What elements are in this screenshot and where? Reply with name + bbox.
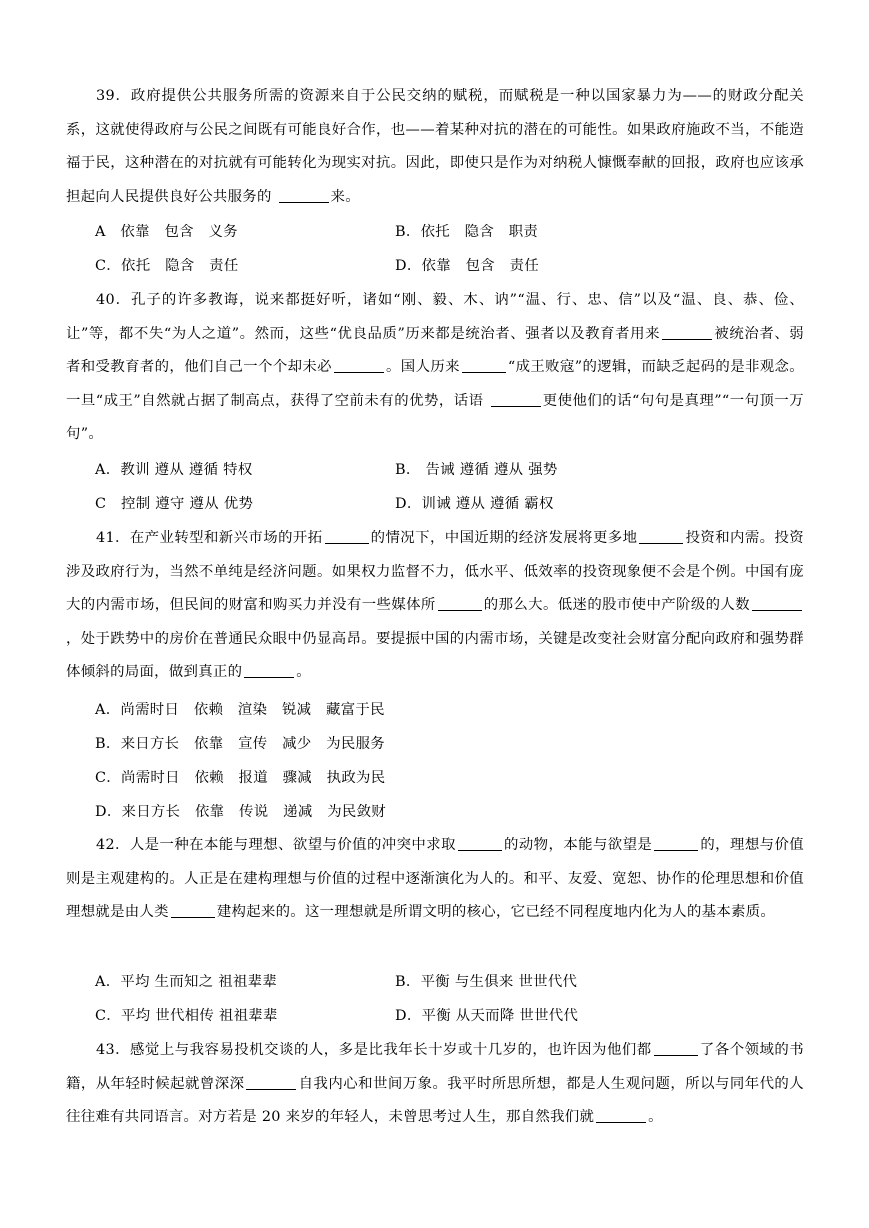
question-text-segment: 43．感觉上与我容易投机交谈的人，多是比我年长十岁或十几岁的，也许因为他们都	[96, 1042, 652, 1058]
question-43	[66, 1034, 804, 1135]
question-text-segment: 自我内心和世间万象。我平时所思所想，都是人生观问题，所以与同年代的人往往难有共同语言。对方若是 20 来岁的年轻人，未曾思考过人生，那自然我们就	[66, 1075, 804, 1125]
option-c: C．尚需时日 依赖 报道 骤减 执政为民	[95, 770, 386, 786]
options-row	[95, 453, 795, 487]
question-text-segment: 39．政府提供公共服务所需的资源来自于公民交纳的赋税，而赋税是一种以国家暴力为——的财政分配关系，这就使得政府与公民之间既有可能良好合作，也——着某种对抗的潜在的可能性。如果政府施政不当，不能造福于民，这种潜在的对抗就有可能转化为现实对抗。因此，即使只是作为对纳税人慷慨奉献的回报，政府也应该承担起向人民提供良好公共服务的	[66, 88, 804, 205]
options-row	[95, 249, 795, 283]
question-text-segment: 建构起来的。这一理想就是所谓文明的核心，它已经不同程度地内化为人的基本素质。	[216, 904, 776, 920]
question-41	[66, 522, 804, 690]
option-b: B．平衡 与生俱来 世世代代	[395, 974, 578, 990]
question-text-segment: ，处于跌势中的房价在普通民众眼中仍显高昂。要提振中国的内需市场，关键是改变社会财富分配向政府和强势群体倾斜的局面，做到真正的	[66, 630, 804, 680]
option-a: A．教训 遵从 遵循 特权	[95, 462, 253, 478]
question-text-segment: “成王败寇”的逻辑，而缺乏起码的是非观念。一旦“成王”自然就占据了制高点，获得了空前未有的优势，话语	[66, 359, 804, 409]
question-text	[66, 284, 804, 452]
question-text-segment: 的动物，本能与欲望是	[503, 837, 653, 853]
question-text-segment: 被统治者、弱者和受教育者的，他们自己一个个却未必	[66, 325, 804, 375]
answer-blank	[244, 663, 294, 678]
answer-blank	[171, 903, 215, 918]
options-row	[95, 999, 795, 1033]
question-text	[66, 80, 804, 214]
question-text	[66, 522, 804, 690]
question-text-segment: 更使他们的话“句句是真理”“一句顶一万句”。	[66, 392, 804, 442]
question-text-segment: 的那么大。低迷的股市使中产阶级的人数	[483, 597, 750, 613]
question-text-segment: 40．孔子的许多教诲，说来都挺好听，诸如“刚、毅、木、讷”“温、行、忠、信”以及“温、良、恭、俭、让”等，都不失“为人之道”。然而，这些“优良品质”历来都是统治者、强者以及教育者用来	[66, 292, 804, 342]
options-row	[95, 795, 795, 829]
option-c: C．依托 隐含 责任	[95, 258, 239, 274]
options-row	[95, 761, 795, 795]
answer-blank	[639, 529, 683, 544]
options-row	[95, 693, 795, 727]
question-text-segment: 。国人历来	[385, 359, 460, 375]
option-c: C 控制 遵守 遵从 优势	[95, 496, 254, 512]
answer-blank	[438, 596, 482, 611]
question-text	[66, 829, 804, 930]
answer-blank	[654, 836, 698, 851]
question-text-segment: 41．在产业转型和新兴市场的开拓	[96, 530, 323, 546]
option-d: D．训诫 遵从 遵循 霸权	[395, 496, 554, 512]
answer-blank	[462, 358, 506, 373]
question-39	[66, 80, 804, 214]
option-d: D．依靠 包含 责任	[395, 258, 540, 274]
question-text	[66, 1034, 804, 1135]
question-text-segment: 。	[648, 1109, 663, 1125]
answer-blank	[654, 1041, 698, 1056]
options-row	[95, 727, 795, 761]
answer-blank	[325, 529, 369, 544]
question-text-segment: 的，理想与价值则是主观建构的。人正是在建构理想与价值的过程中逐渐演化为人的。和平、友爱、宽恕、协作的伦理思想和价值理想就是由人类	[66, 837, 804, 920]
answer-blank	[491, 391, 541, 406]
option-a: A．尚需时日 依赖 渲染 锐减 藏富于民	[95, 702, 385, 718]
question-text-segment: 投资和内需。投资涉及政府行为，当然不单纯是经济问题。如果权力监督不力，低水平、低效率的投资现象便不会是个例。中国有庞大的内需市场，但民间的财富和购买力并没有一些媒体所	[66, 530, 804, 613]
answer-blank	[246, 1074, 296, 1089]
option-b: B． 告诫 遵循 遵从 强势	[395, 462, 558, 478]
answer-blank	[596, 1108, 646, 1123]
question-42	[66, 829, 804, 930]
question-text-segment: 了各个领域的书籍，从年轻时候起就曾深深	[66, 1042, 804, 1092]
option-d: D．平衡 从天而降 世世代代	[395, 1008, 579, 1024]
option-d: D．来日方长 依靠 传说 递减 为民敛财	[95, 804, 386, 820]
options-row	[95, 215, 795, 249]
question-text-segment: 的情况下，中国近期的经济发展将更多地	[370, 530, 638, 546]
answer-blank	[334, 358, 384, 373]
question-text-segment: 42．人是一种在本能与理想、欲望与价值的冲突中求取	[96, 837, 456, 853]
options-row	[95, 487, 795, 521]
answer-blank	[279, 187, 329, 202]
question-text-segment: 。	[296, 664, 311, 680]
options-row	[95, 965, 795, 999]
option-b: B．来日方长 依靠 宣传 减少 为民服务	[95, 736, 385, 752]
answer-blank	[662, 324, 712, 339]
option-a: A．平均 生而知之 祖祖辈辈	[95, 974, 278, 990]
question-40	[66, 284, 804, 452]
option-b: B．依托 隐含 职责	[395, 224, 539, 240]
question-text-segment: 来。	[330, 188, 360, 205]
answer-blank	[752, 596, 802, 611]
option-a: A 依靠 包含 义务	[95, 224, 238, 240]
answer-blank	[458, 836, 502, 851]
option-c: C．平均 世代相传 祖祖辈辈	[95, 1008, 278, 1024]
